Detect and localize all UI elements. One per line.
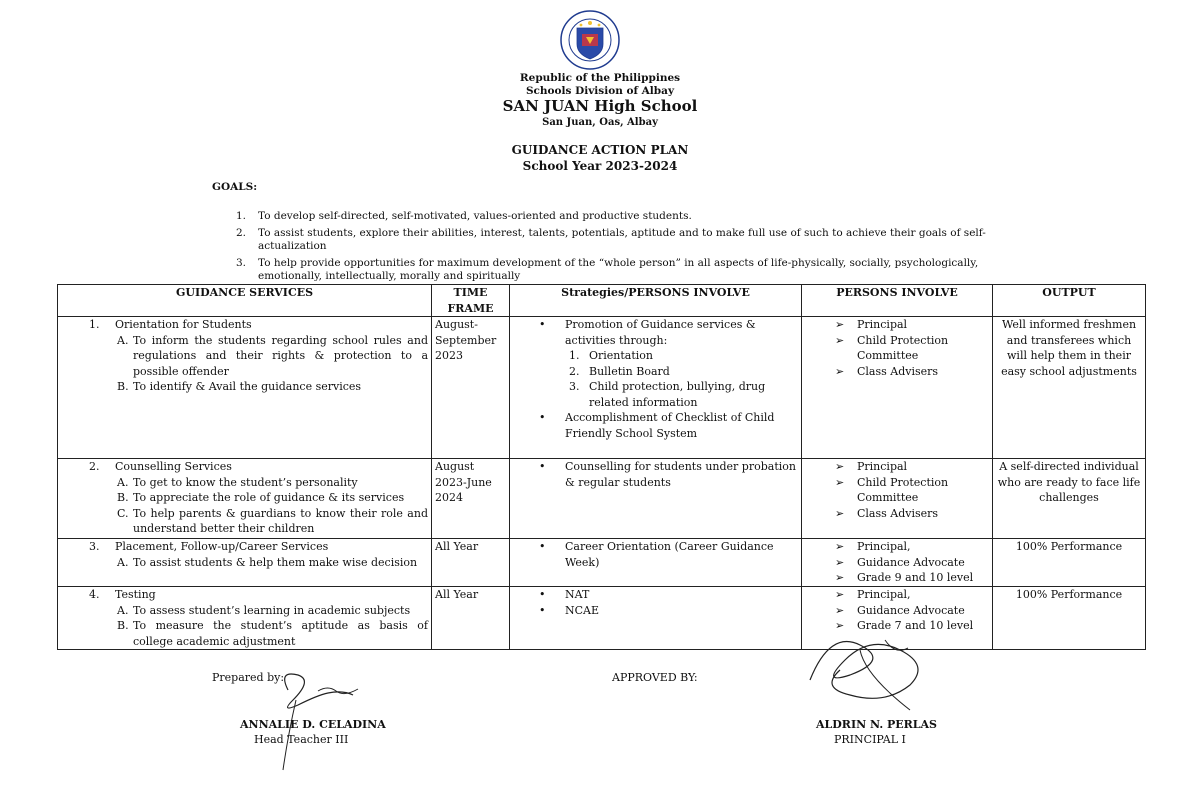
strategy-item: • NAT (539, 588, 590, 601)
goals-list (236, 210, 1006, 287)
service-cell: 2. Counselling Services A. To get to know the student’s personality B. To appreciate the role of guidance & its services C. To help parents & guardians to know their role and understand better their children (58, 459, 432, 539)
table-row (58, 459, 1146, 539)
strategy-item: • Counselling for students under probation & regular students (539, 460, 796, 489)
arrow-bullet-icon: ➢ (835, 364, 845, 378)
approver-signature (790, 620, 940, 715)
person-item: ➢ Class Advisers (835, 364, 939, 378)
strategy-subitem: 3. Child protection, bullying, drug related information (569, 380, 766, 409)
service-title: Counselling Services (115, 460, 232, 473)
strategy-subitem: 1. Orientation (569, 349, 654, 362)
arrow-bullet-icon: ➢ (835, 318, 845, 331)
person-item: ➢ Principal (835, 460, 908, 473)
persons-cell (802, 317, 993, 459)
action-plan-table (57, 284, 1146, 650)
service-title: Orientation for Students (115, 318, 252, 331)
strategy-item: • Career Orientation (Career Guidance Week) (539, 540, 774, 569)
time-frame-cell: August-September 2023 (432, 317, 510, 459)
output-cell: A self-directed individual who are ready to face life challenges (993, 459, 1146, 539)
prepared-by-label: Prepared by: (212, 671, 285, 684)
strategy-item: • NCAE (539, 603, 600, 617)
service-cell: 4. Testing A. To assess student’s learning in academic subjects B. To measure the student’s aptitude as basis of college academic adjustment (58, 587, 432, 650)
time-frame-cell: All Year (432, 587, 510, 650)
service-objective: A. To inform the students regarding school rules and regulations and their rights & protection to a possible offender (117, 333, 428, 378)
service-objective: C. To help parents & guardians to know their role and understand better their children (117, 506, 428, 535)
col-header-time: TIME FRAME (432, 285, 510, 317)
goal-item: 1. To develop self-directed, self-motivated, values-oriented and productive students. (236, 210, 692, 222)
service-objective: A. To assess student’s learning in academic subjects (117, 603, 411, 617)
person-item: ➢ Grade 9 and 10 level (835, 571, 974, 584)
strategies-cell (510, 317, 802, 459)
col-header-output: OUTPUT (993, 285, 1146, 317)
arrow-bullet-icon: ➢ (835, 571, 845, 584)
arrow-bullet-icon: ➢ (835, 603, 845, 617)
strategy-subitem: 2. Bulletin Board (569, 364, 670, 378)
person-item: ➢ Class Advisers (835, 506, 939, 520)
service-cell: 3. Placement, Follow-up/Career Services A. To assist students & help them make wise decision (58, 539, 432, 587)
service-objective: A. To get to know the student’s personality (117, 475, 358, 489)
col-header-persons: PERSONS INVOLVE (802, 285, 993, 317)
arrow-bullet-icon: ➢ (835, 460, 845, 473)
service-objective: B. To appreciate the role of guidance & its services (117, 491, 405, 504)
arrow-bullet-icon: ➢ (835, 333, 845, 347)
school-name: SAN JUAN High School (502, 97, 698, 115)
person-item: ➢ Child Protection Committee (835, 475, 949, 504)
service-title: Testing (115, 588, 156, 601)
output-cell: Well informed freshmen and transferees which will help them in their easy school adjustments (993, 317, 1146, 459)
service-cell: 1. Orientation for Students A. To inform the students regarding school rules and regulations and their rights & protection to a possible offender B. To identify & Avail the guidance services (58, 317, 432, 459)
school-address: San Juan, Oas, Albay (542, 117, 658, 128)
approved-by-label: APPROVED BY: (612, 671, 698, 684)
col-header-services: GUIDANCE SERVICES (58, 285, 432, 317)
strategy-item: • Accomplishment of Checklist of Child Friendly School System (539, 411, 775, 440)
persons-cell (802, 459, 993, 539)
service-objective: B. To identify & Avail the guidance services (117, 380, 362, 393)
table-row (58, 587, 1146, 650)
arrow-bullet-icon: ➢ (835, 619, 845, 632)
person-item: ➢ Grade 7 and 10 level (835, 619, 974, 632)
document-title: GUIDANCE ACTION PLAN (511, 143, 689, 157)
person-item: ➢ Guidance Advocate (835, 555, 965, 569)
table-header-row (58, 285, 1146, 317)
deped-seal-icon (560, 10, 620, 70)
person-item: ➢ Guidance Advocate (835, 603, 965, 617)
preparer-name: ANNALIE D. CELADINA (240, 718, 386, 731)
table-row (58, 317, 1146, 459)
strategies-cell (510, 539, 802, 587)
person-item: ➢ Child Protection Committee (835, 333, 949, 362)
service-objective: B. To measure the student’s aptitude as basis of college academic adjustment (117, 619, 428, 648)
arrow-bullet-icon: ➢ (835, 555, 845, 569)
goal-item: 2. To assist students, explore their abilities, interest, talents, potentials, aptitude and to make full use of such to achieve their goals of self-actualization (236, 227, 986, 252)
goal-item: 3. To help provide opportunities for maximum development of the “whole person” in all aspects of life-physically, socially, psychologically, emotionally, intellectually, morally and spiritually (236, 257, 979, 282)
arrow-bullet-icon: ➢ (835, 540, 845, 553)
persons-cell (802, 539, 993, 587)
strategies-cell (510, 587, 802, 650)
table-row (58, 539, 1146, 587)
approver-role: PRINCIPAL I (834, 733, 906, 746)
approver-name: ALDRIN N. PERLAS (816, 718, 937, 731)
service-objective: A. To assist students & help them make wise decision (117, 555, 418, 569)
preparer-role: Head Teacher III (254, 733, 349, 746)
person-item: ➢ Principal, (835, 588, 911, 601)
arrow-bullet-icon: ➢ (835, 588, 845, 601)
col-header-strategies: Strategies/PERSONS INVOLVE (510, 285, 802, 317)
arrow-bullet-icon: ➢ (835, 475, 845, 489)
output-cell: 100% Performance (993, 539, 1146, 587)
output-cell: 100% Performance (993, 587, 1146, 650)
republic-line: Republic of the Philippines (519, 72, 681, 84)
division-line: Schools Division of Albay (525, 85, 675, 97)
goals-label: GOALS: (212, 181, 258, 193)
strategy-item: • Promotion of Guidance services & activities through: 1. Orientation 2. Bulletin Board 3. Child protection, bullying, drug related information (513, 317, 798, 410)
time-frame-cell: August 2023-June 2024 (432, 459, 510, 539)
strategies-cell (510, 459, 802, 539)
time-frame-cell: All Year (432, 539, 510, 587)
arrow-bullet-icon: ➢ (835, 506, 845, 520)
service-title: Placement, Follow-up/Career Services (115, 540, 329, 553)
person-item: ➢ Principal, (835, 540, 911, 553)
person-item: ➢ Principal (835, 318, 908, 331)
school-year: School Year 2023-2024 (522, 159, 678, 173)
